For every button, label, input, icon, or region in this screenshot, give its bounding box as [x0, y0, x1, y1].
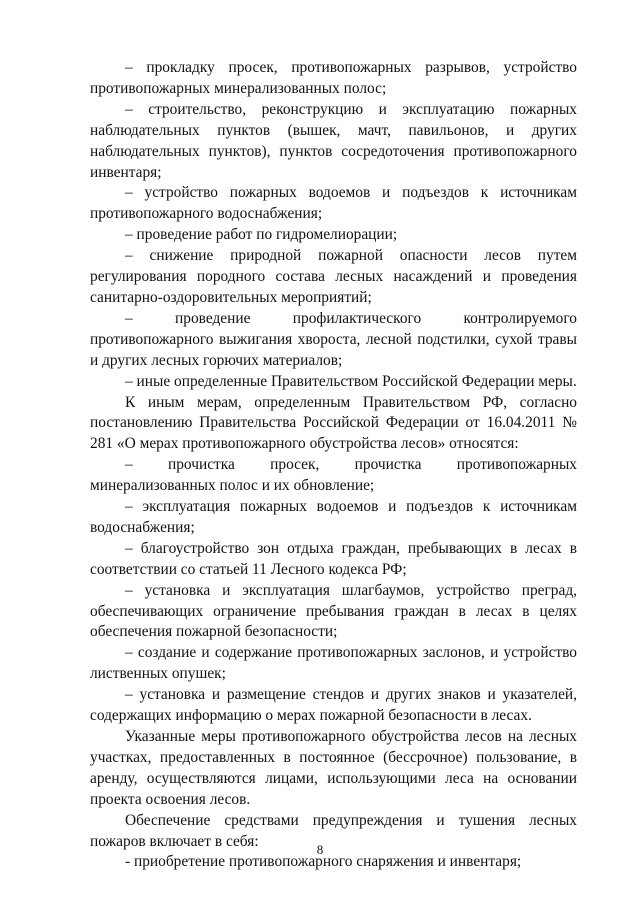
paragraph-firebreaks-edges: – создание и содержание противопожарных заслонов, и устройство лиственных опушек; — [90, 644, 577, 683]
paragraph-other-measures: – иные определенные Правительством Российской Федерации меры. — [125, 372, 577, 390]
paragraph-clearing-breaks: – прокладку просек, противопожарных разрывов, устройство противопожарных минерализованных полос; — [90, 59, 577, 97]
paragraph-information-stands: – установка и размещение стендов и других знаков и указателей, содержащих информацию о мерах пожарной безопасности в лесах. — [90, 686, 577, 725]
paragraph-observation-points: – строительство, реконструкцию и эксплуатацию пожарных наблюдательных пунктов (вышек, мачт, павильонов, и других наблюдательных пунктов), пунктов сосредоточения противопожарного инвентаря; — [90, 100, 577, 181]
paragraph-fire-hazard-reduction: – снижение природной пожарной опасности лесов путем регулирования породного состава лесных насаждений и проведения санитарно-оздоровительных мероприятий; — [90, 247, 577, 306]
paragraph-water-reservoirs: – устройство пожарных водоемов и подъездов к источникам противопожарного водоснабжения; — [90, 184, 577, 223]
paragraph-controlled-burning: – проведение профилактического контролируемого противопожарного выжигания хвороста, лесной подстилки, сухой травы и других лесных горючих материалов; — [90, 309, 577, 369]
paragraph-barriers: – установка и эксплуатация шлагбаумов, устройство преград, обеспечивающих ограничение пребывания граждан в лесах в целях обеспечения пожарной безопасности; — [90, 581, 577, 641]
document-body — [90, 58, 577, 873]
page-number: 8 — [316, 842, 324, 857]
paragraph-recreation-zones: – благоустройство зон отдыха граждан, пребывающих в лесах в соответствии со статьей 11 Лесного кодекса РФ; — [90, 539, 577, 578]
paragraph-reservoir-operation: – эксплуатация пожарных водоемов и подъездов к источникам водоснабжения; — [90, 498, 577, 536]
paragraph-equipment-intro: Обеспечение средствами предупреждения и тушения лесных пожаров включает в себя: — [90, 811, 577, 850]
paragraph-government-decree: К иным мерам, определенным Правительством РФ, согласно постановлению Правительства Российской Федерации от 16.04.2011 № 281 «О мерах противопожарного обустройства лесов» относятся: — [90, 393, 577, 453]
paragraph-responsible-parties: Указанные меры противопожарного обустройства лесов на лесных участках, предоставленных в постоянное (бессрочное) пользование, в аренду, осуществляются лицами, использующими леса на основании проекта освоения лесов. — [90, 728, 577, 808]
paragraph-hydromelioration: – проведение работ по гидромелиорации; — [125, 226, 398, 244]
paragraph-clearing-renewal: – прочистка просек, прочистка противопожарных минерализованных полос и их обновление; — [90, 456, 577, 495]
paragraph-equipment-purchase: - приобретение противопожарного снаряжения и инвентаря; — [125, 853, 522, 871]
